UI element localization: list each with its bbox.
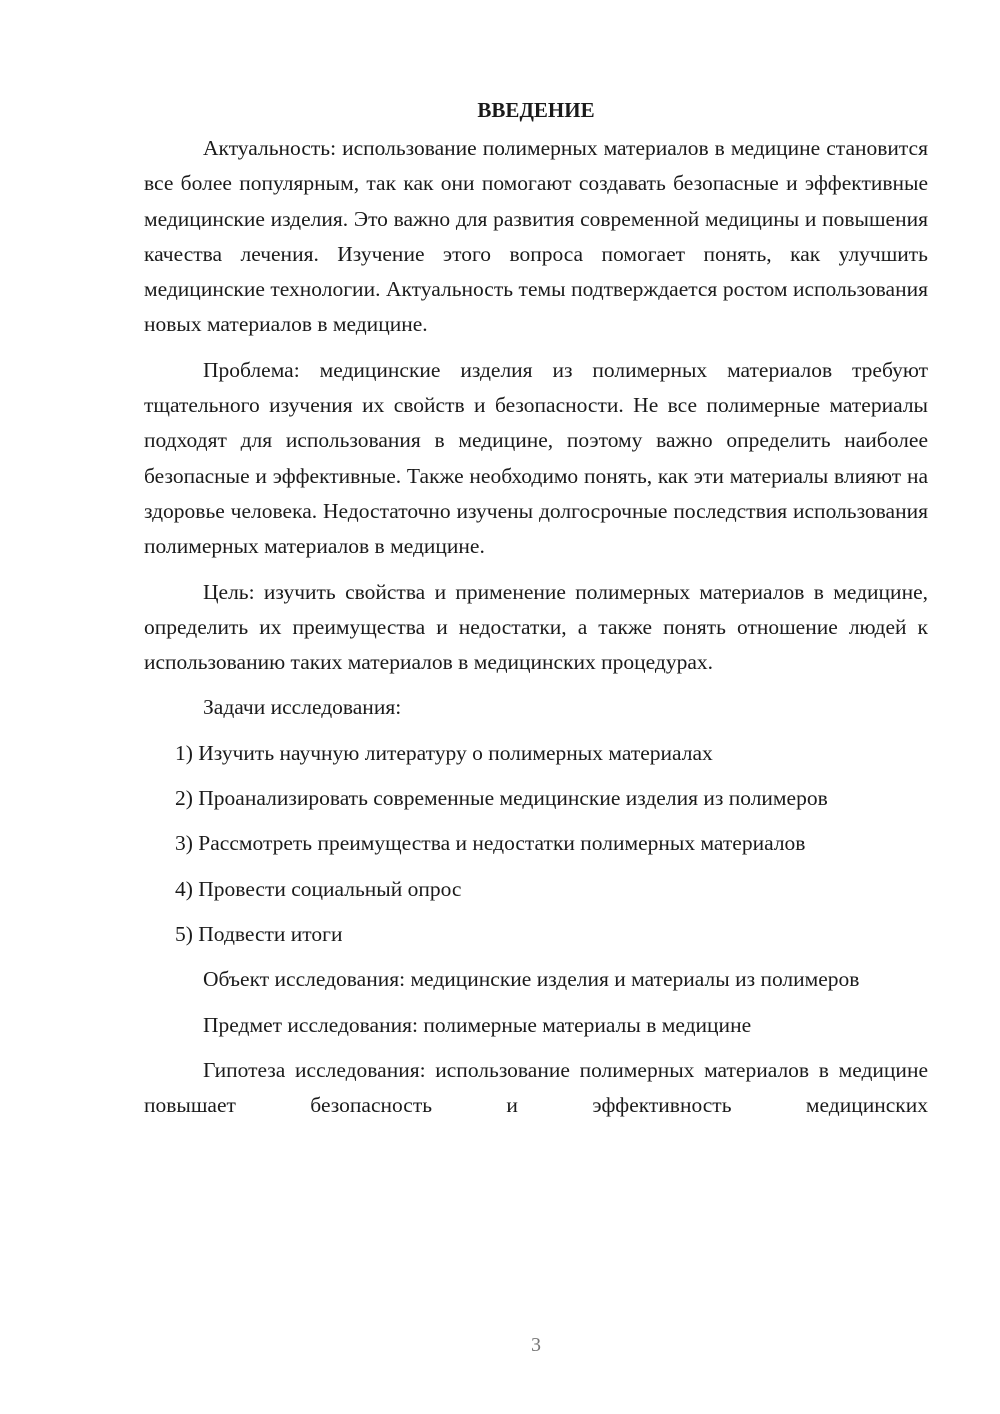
task-item-2: 2) Проанализировать современные медицинские изделия из полимеров [175, 786, 828, 811]
tasks-heading: Задачи исследования: [203, 695, 402, 720]
section-title: ВВЕДЕНИЕ [477, 98, 595, 122]
page-number: 3 [531, 1334, 541, 1356]
subject-paragraph: Предмет исследования: полимерные материалы в медицине [203, 1012, 752, 1037]
task-item-4: 4) Провести социальный опрос [175, 876, 462, 901]
object-paragraph: Объект исследования: медицинские изделия и материалы из полимеров [203, 967, 860, 992]
task-item-5: 5) Подвести итоги [175, 921, 343, 946]
goal-paragraph: Цель: изучить свойства и применение полимерных материалов в медицине, определить их преимущества и недостатки, а также понять отношение людей к использованию таких материалов в медицинских процедурах. [144, 579, 928, 675]
hypothesis-paragraph: Гипотеза исследования: использование полимерных материалов в медицине повышает безопасность и эффективность медицинских [144, 1057, 928, 1118]
document-page [144, 92, 928, 1133]
problem-paragraph: Проблема: медицинские изделия из полимерных материалов требуют тщательного изучения их свойств и безопасности. Не все полимерные материалы подходят для использования в медицине, поэтому важно определить наиболее безопасные и эффективные. Также необходимо понять, как эти материалы влияют на здоровье человека. Недостаточно изучены долгосрочные последствия использования полимерных материалов в медицине. [144, 357, 928, 559]
task-item-3: 3) Рассмотреть преимущества и недостатки полимерных материалов [175, 831, 806, 856]
relevance-paragraph: Актуальность: использование полимерных материалов в медицине становится все более популярным, так как они помогают создавать безопасные и эффективные медицинские изделия. Это важно для развития современной медицины и повышения качества лечения. Изучение этого вопроса помогает понять, как улучшить медицинские технологии. Актуальность темы подтверждается ростом использования новых материалов в медицине. [144, 136, 928, 337]
task-item-1: 1) Изучить научную литературу о полимерных материалах [175, 740, 713, 765]
